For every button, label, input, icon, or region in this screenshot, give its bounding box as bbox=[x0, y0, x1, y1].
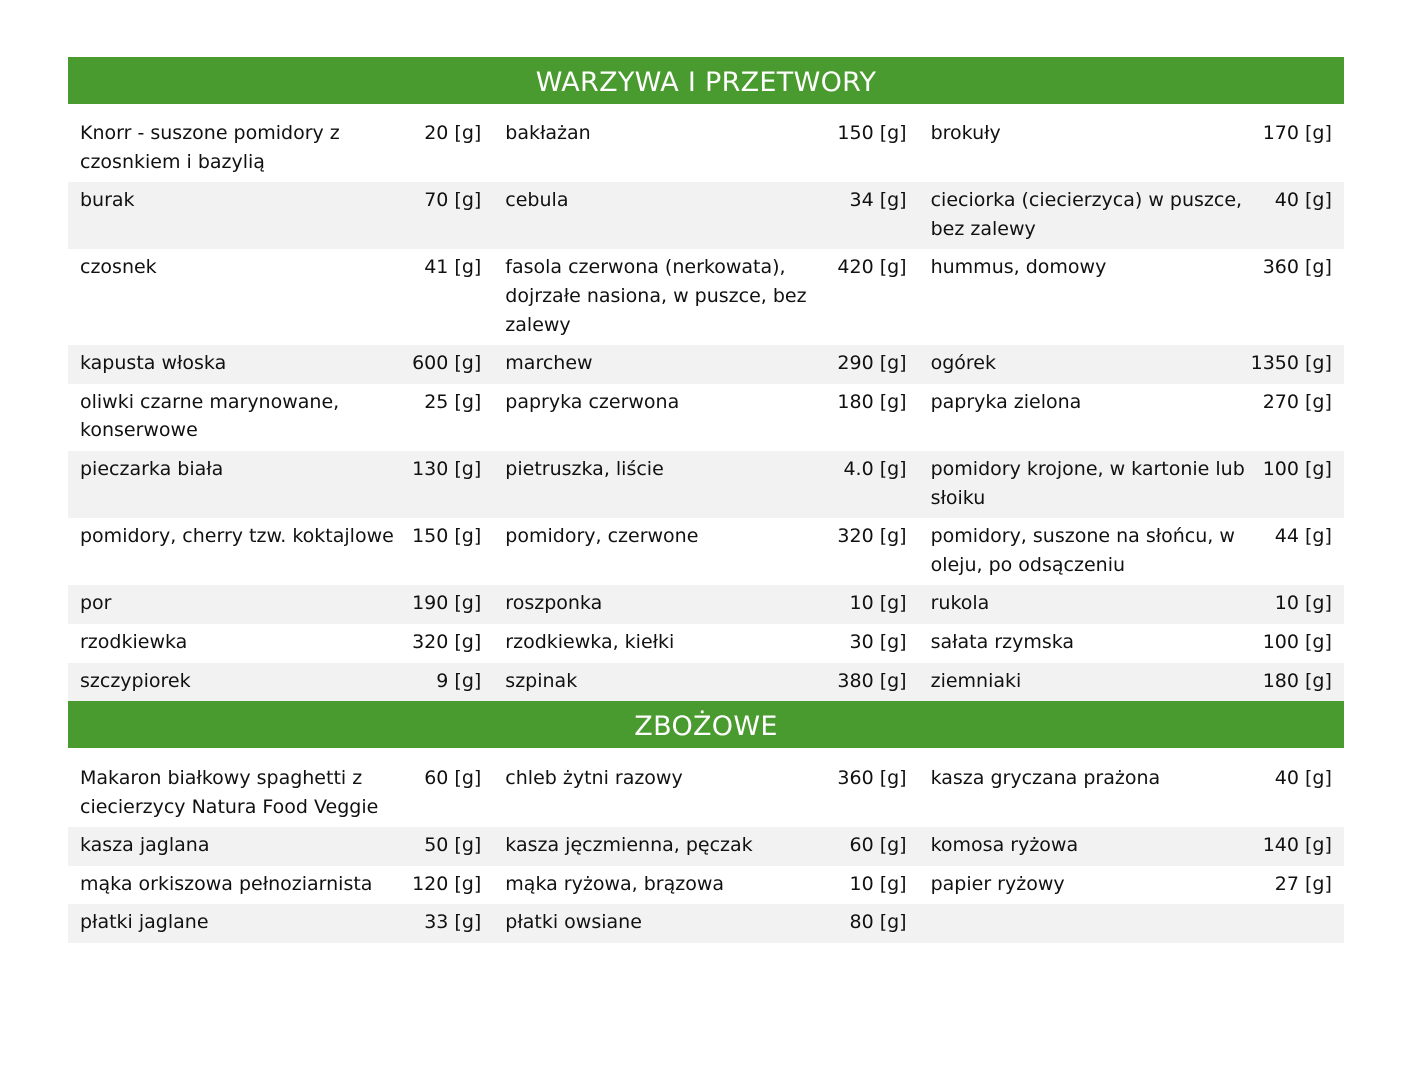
item-quantity: 60 [g] bbox=[849, 834, 907, 857]
item-name: pomidory, suszone na słońcu, w oleju, po odsączeniu bbox=[930, 525, 1235, 576]
item-name: rzodkiewka, kiełki bbox=[505, 630, 675, 653]
table-row bbox=[68, 115, 1344, 182]
list-item bbox=[68, 182, 493, 249]
item-quantity: 10 [g] bbox=[849, 592, 907, 615]
item-quantity: 190 [g] bbox=[412, 592, 482, 615]
item-name: Makaron białkowy spaghetti z ciecierzycy Natura Food Veggie bbox=[80, 767, 379, 818]
item-name: ziemniaki bbox=[930, 669, 1022, 692]
item-name: szpinak bbox=[505, 669, 578, 692]
section-header: ZBOŻOWE bbox=[68, 701, 1344, 748]
item-name: rzodkiewka bbox=[80, 630, 188, 653]
item-name: płatki owsiane bbox=[505, 911, 642, 934]
item-quantity: 320 [g] bbox=[412, 630, 482, 653]
item-quantity: 4.0 [g] bbox=[843, 457, 907, 480]
item-name: papryka czerwona bbox=[505, 390, 680, 413]
item-quantity: 150 [g] bbox=[837, 122, 907, 144]
item-quantity: 270 [g] bbox=[1262, 390, 1332, 413]
item-quantity: 380 [g] bbox=[837, 669, 907, 692]
list-item bbox=[493, 585, 918, 624]
item-name: Knorr - suszone pomidory z czosnkiem i bazylią bbox=[80, 122, 340, 173]
table-row bbox=[68, 760, 1344, 827]
list-item bbox=[68, 585, 493, 624]
item-quantity: 180 [g] bbox=[1262, 669, 1332, 692]
item-name: papryka zielona bbox=[930, 390, 1082, 413]
item-name: czosnek bbox=[80, 256, 157, 279]
item-quantity: 41 [g] bbox=[424, 256, 482, 279]
section-zbozowe bbox=[68, 701, 1344, 943]
item-quantity: 180 [g] bbox=[837, 390, 907, 413]
item-quantity: 130 [g] bbox=[412, 457, 482, 480]
item-name: burak bbox=[80, 189, 135, 212]
list-item bbox=[919, 827, 1344, 866]
section-warzywa bbox=[68, 57, 1344, 701]
list-item bbox=[919, 904, 1344, 943]
item-quantity: 320 [g] bbox=[837, 525, 907, 548]
table-row bbox=[68, 345, 1344, 384]
list-item bbox=[68, 904, 493, 943]
item-name: marchew bbox=[505, 352, 593, 375]
list-item bbox=[919, 624, 1344, 663]
item-name: brokuły bbox=[930, 122, 1001, 144]
item-quantity: 60 [g] bbox=[424, 767, 482, 790]
item-name: pomidory, czerwone bbox=[505, 525, 699, 548]
item-quantity: 25 [g] bbox=[424, 390, 482, 413]
item-quantity: 40 [g] bbox=[1274, 767, 1332, 790]
item-quantity: 360 [g] bbox=[837, 767, 907, 790]
item-name: pieczarka biała bbox=[80, 457, 224, 480]
item-quantity: 9 [g] bbox=[436, 669, 482, 692]
table-row bbox=[68, 624, 1344, 663]
item-name: kasza jęczmienna, pęczak bbox=[505, 834, 753, 857]
item-name: pietruszka, liście bbox=[505, 457, 664, 480]
list-item bbox=[919, 345, 1344, 384]
item-quantity: 170 [g] bbox=[1262, 122, 1332, 144]
item-quantity: 420 [g] bbox=[837, 256, 907, 279]
item-quantity: 140 [g] bbox=[1262, 834, 1332, 857]
item-name: roszponka bbox=[505, 592, 603, 615]
list-item bbox=[68, 451, 493, 518]
list-item bbox=[493, 904, 918, 943]
item-quantity: 120 [g] bbox=[412, 872, 482, 895]
list-item bbox=[493, 451, 918, 518]
list-item bbox=[493, 624, 918, 663]
list-item bbox=[493, 115, 918, 182]
table-row bbox=[68, 663, 1344, 702]
item-name: pomidory, cherry tzw. koktajlowe bbox=[80, 525, 394, 548]
item-name: rukola bbox=[930, 592, 990, 615]
table-row bbox=[68, 866, 1344, 905]
shopping-list bbox=[68, 57, 1344, 943]
item-quantity: 1350 [g] bbox=[1250, 352, 1332, 375]
table-row bbox=[68, 518, 1344, 585]
list-item bbox=[68, 345, 493, 384]
item-name: mąka orkiszowa pełnoziarnista bbox=[80, 872, 373, 895]
list-item bbox=[493, 518, 918, 585]
item-name: szczypiorek bbox=[80, 669, 191, 692]
table-row bbox=[68, 384, 1344, 451]
item-name: komosa ryżowa bbox=[930, 834, 1079, 857]
item-name: papier ryżowy bbox=[930, 872, 1065, 895]
table-row bbox=[68, 827, 1344, 866]
list-item bbox=[68, 866, 493, 905]
item-quantity: 44 [g] bbox=[1274, 525, 1332, 548]
list-item bbox=[68, 827, 493, 866]
list-item bbox=[919, 760, 1344, 827]
item-name: cebula bbox=[505, 189, 569, 212]
item-name: chleb żytni razowy bbox=[505, 767, 683, 790]
list-item bbox=[493, 249, 918, 345]
table-row bbox=[68, 585, 1344, 624]
item-name: kasza gryczana prażona bbox=[930, 767, 1161, 790]
item-quantity: 100 [g] bbox=[1262, 457, 1332, 480]
item-quantity: 80 [g] bbox=[849, 911, 907, 934]
list-item bbox=[68, 624, 493, 663]
item-name: mąka ryżowa, brązowa bbox=[505, 872, 725, 895]
item-name: oliwki czarne marynowane, konserwowe bbox=[80, 390, 340, 442]
item-name: hummus, domowy bbox=[930, 256, 1107, 279]
list-item bbox=[493, 384, 918, 451]
item-quantity: 10 [g] bbox=[849, 872, 907, 895]
item-quantity: 50 [g] bbox=[424, 834, 482, 857]
item-quantity: 34 [g] bbox=[849, 189, 907, 212]
item-name: ogórek bbox=[930, 352, 996, 375]
item-rows bbox=[68, 748, 1344, 943]
list-item bbox=[493, 345, 918, 384]
list-item bbox=[493, 663, 918, 702]
list-item bbox=[919, 585, 1344, 624]
list-item bbox=[493, 827, 918, 866]
item-quantity: 30 [g] bbox=[849, 630, 907, 653]
table-row bbox=[68, 451, 1344, 518]
item-quantity: 290 [g] bbox=[837, 352, 907, 375]
item-quantity: 27 [g] bbox=[1274, 872, 1332, 895]
item-rows bbox=[68, 104, 1344, 701]
item-name: kapusta włoska bbox=[80, 352, 227, 375]
item-quantity: 360 [g] bbox=[1262, 256, 1332, 279]
list-item bbox=[68, 384, 493, 451]
item-name: fasola czerwona (nerkowata), dojrzałe nasiona, w puszce, bez zalewy bbox=[505, 256, 807, 336]
list-item bbox=[493, 182, 918, 249]
list-item bbox=[68, 760, 493, 827]
list-item bbox=[68, 249, 493, 345]
item-quantity: 20 [g] bbox=[424, 122, 482, 144]
list-item bbox=[919, 866, 1344, 905]
item-quantity: 150 [g] bbox=[412, 525, 482, 548]
list-item bbox=[919, 663, 1344, 702]
item-quantity: 10 [g] bbox=[1274, 592, 1332, 615]
list-item bbox=[68, 115, 493, 182]
table-row bbox=[68, 904, 1344, 943]
list-item bbox=[493, 760, 918, 827]
list-item bbox=[919, 518, 1344, 585]
item-name bbox=[931, 908, 1332, 937]
item-name: sałata rzymska bbox=[930, 630, 1075, 653]
item-name: cieciorka (ciecierzyca) w puszce, bez zalewy bbox=[930, 189, 1243, 240]
item-quantity: 70 [g] bbox=[424, 189, 482, 212]
item-quantity: 600 [g] bbox=[412, 352, 482, 375]
list-item bbox=[919, 451, 1344, 518]
item-name: kasza jaglana bbox=[80, 834, 210, 857]
list-item bbox=[493, 866, 918, 905]
table-row bbox=[68, 249, 1344, 345]
item-name: pomidory krojone, w kartonie lub słoiku bbox=[930, 457, 1245, 509]
list-item bbox=[919, 384, 1344, 451]
item-quantity: 40 [g] bbox=[1274, 189, 1332, 212]
list-item bbox=[919, 115, 1344, 182]
item-name: bakłażan bbox=[505, 122, 591, 144]
item-quantity: 100 [g] bbox=[1262, 630, 1332, 653]
list-item bbox=[68, 663, 493, 702]
section-header: WARZYWA I PRZETWORY bbox=[68, 57, 1344, 104]
item-name: por bbox=[80, 592, 112, 615]
list-item bbox=[919, 182, 1344, 249]
table-row bbox=[68, 182, 1344, 249]
list-item bbox=[919, 249, 1344, 345]
list-item bbox=[68, 518, 493, 585]
item-name: płatki jaglane bbox=[80, 911, 209, 934]
item-quantity: 33 [g] bbox=[424, 911, 482, 934]
